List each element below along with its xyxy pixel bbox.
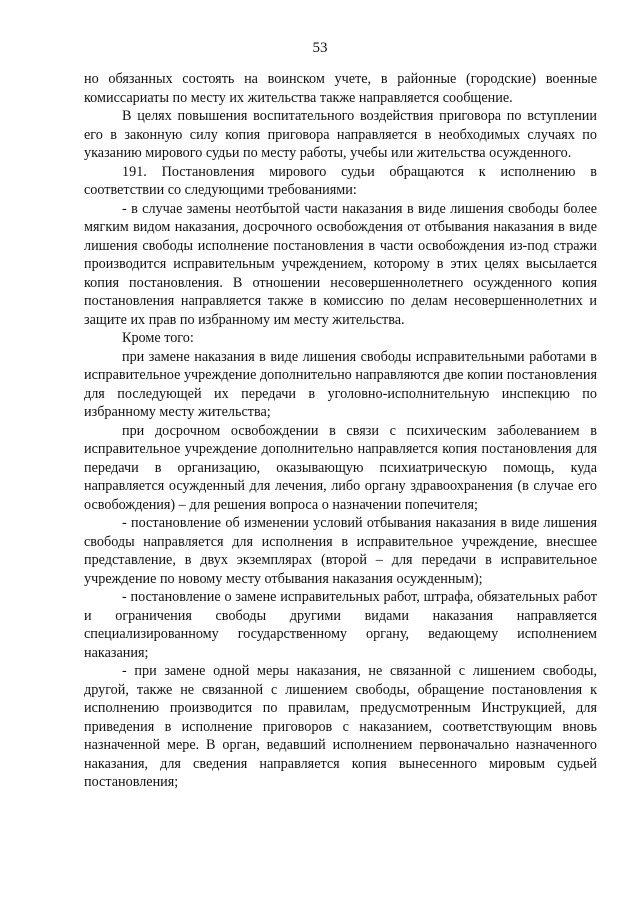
paragraph: - постановление о замене исправительных работ, штрафа, обязательных работ и ограничения свободы другими видами наказания направляется специализированному государственному органу, ведающему исполнением наказания; xyxy=(84,589,597,661)
paragraph: В целях повышения воспитательного воздействия приговора по вступлении его в законную силу копия приговора направляется в необходимых случаях по указанию мирового судьи по месту работы, учебы или жительства осужденного. xyxy=(84,108,597,161)
paragraph: 191. Постановления мирового судьи обращаются к исполнению в соответствии со следующими требованиями: xyxy=(84,163,597,198)
document-body xyxy=(84,70,597,792)
paragraph: Кроме того: xyxy=(122,330,194,346)
paragraph: при досрочном освобождении в связи с психическим заболеванием в исправительное учреждение дополнительно направляется копия постановления для передачи в организацию, оказывающую психиатрическую помощь, куда направляется осужденный для лечения, либо органу здравоохранения (в случае его освобождения) – для решения вопроса о назначении попечителя; xyxy=(84,422,597,513)
paragraph: но обязанных состоять на воинском учете, в районные (городские) военные комиссариаты по месту их жительства также направляется сообщение. xyxy=(84,71,597,106)
paragraph: при замене наказания в виде лишения свободы исправительными работами в исправительное учреждение дополнительно направляются две копии постановления для последующей их передачи в уголовно-исполнительную инспекцию по избранному месту жительства; xyxy=(84,348,597,420)
paragraph: - в случае замены неотбытой части наказания в виде лишения свободы более мягким видом наказания, досрочного освобождения от отбывания наказания в виде лишения свободы исполнение постановления в части освобождения из-под стражи производится исправительным учреждением, которому в этих целях высылается копия постановления. В отношении несовершеннолетнего осужденного копия постановления направляется также в комиссию по делам несовершеннолетних и защите их прав по избранному им месту жительства. xyxy=(84,200,597,328)
paragraph: - при замене одной меры наказания, не связанной с лишением свободы, другой, также не связанной с лишением свободы, обращение постановления к исполнению производится по правилам, предусмотренным Инструкцией, для приведения в исполнение приговоров с наказанием, соответствующим вновь назначенной мере. В орган, ведавший исполнением первоначально назначенного наказания, для сведения направляется копия вынесенного мировым судьей постановления; xyxy=(84,663,597,790)
paragraph: - постановление об изменении условий отбывания наказания в виде лишения свободы направляется для исполнения в исправительное учреждение, внесшее представление, в двух экземплярах (второй – для передачи в исправительное учреждение по новому месту отбывания наказания осужденным); xyxy=(84,515,597,587)
page-number: 53 xyxy=(312,40,328,56)
